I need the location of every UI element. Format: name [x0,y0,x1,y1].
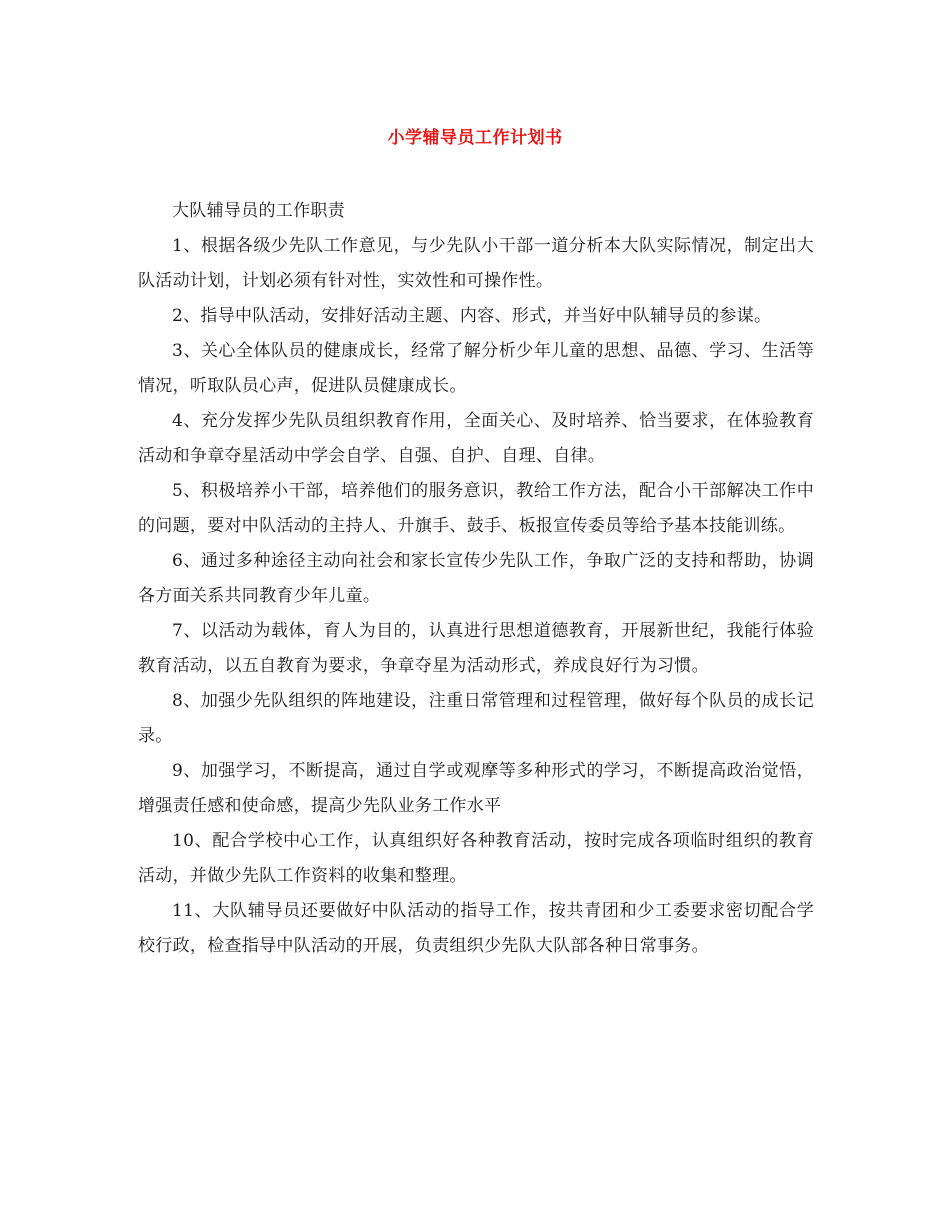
duty-item-5: 5、积极培养小干部，培养他们的服务意识，教给工作方法，配合小干部解决工作中的问题，要对中队活动的主持人、升旗手、鼓手、板报宣传委员等给予基本技能训练。 [138,481,814,536]
duty-item-11: 11、大队辅导员还要做好中队活动的指导工作，按共青团和少工委要求密切配合学校行政，检查指导中队活动的开展，负责组织少先队大队部各种日常事务。 [138,901,814,956]
document-body [138,194,814,964]
duty-item-6: 6、通过多种途径主动向社会和家长宣传少先队工作，争取广泛的支持和帮助，协调各方面关系共同教育少年儿童。 [138,551,814,606]
duty-item-4: 4、充分发挥少先队员组织教育作用，全面关心、及时培养、恰当要求，在体验教育活动和争章夺星活动中学会自学、自强、自护、自理、自律。 [138,411,814,466]
duty-item-9: 9、加强学习，不断提高，通过自学或观摩等多种形式的学习，不断提高政治觉悟，增强责任感和使命感，提高少先队业务工作水平 [138,761,814,816]
duty-item-7: 7、以活动为载体，育人为目的，认真进行思想道德教育，开展新世纪，我能行体验教育活动，以五自教育为要求，争章夺星为活动形式，养成良好行为习惯。 [138,621,814,676]
document-title: 小学辅导员工作计划书 [387,128,563,148]
duty-item-10: 10、配合学校中心工作，认真组织好各种教育活动，按时完成各项临时组织的教育活动，并做少先队工作资料的收集和整理。 [138,831,814,886]
section-heading: 大队辅导员的工作职责 [172,201,345,221]
duty-item-3: 3、关心全体队员的健康成长，经常了解分析少年儿童的思想、品德、学习、生活等情况，听取队员心声，促进队员健康成长。 [138,341,814,396]
duty-item-1: 1、根据各级少先队工作意见，与少先队小干部一道分析本大队实际情况，制定出大队活动计划，计划必须有针对性，实效性和可操作性。 [138,236,814,291]
duty-item-8: 8、加强少先队组织的阵地建设，注重日常管理和过程管理，做好每个队员的成长记录。 [138,691,814,746]
duty-item-2: 2、指导中队活动，安排好活动主题、内容、形式，并当好中队辅导员的参谋。 [172,306,772,326]
